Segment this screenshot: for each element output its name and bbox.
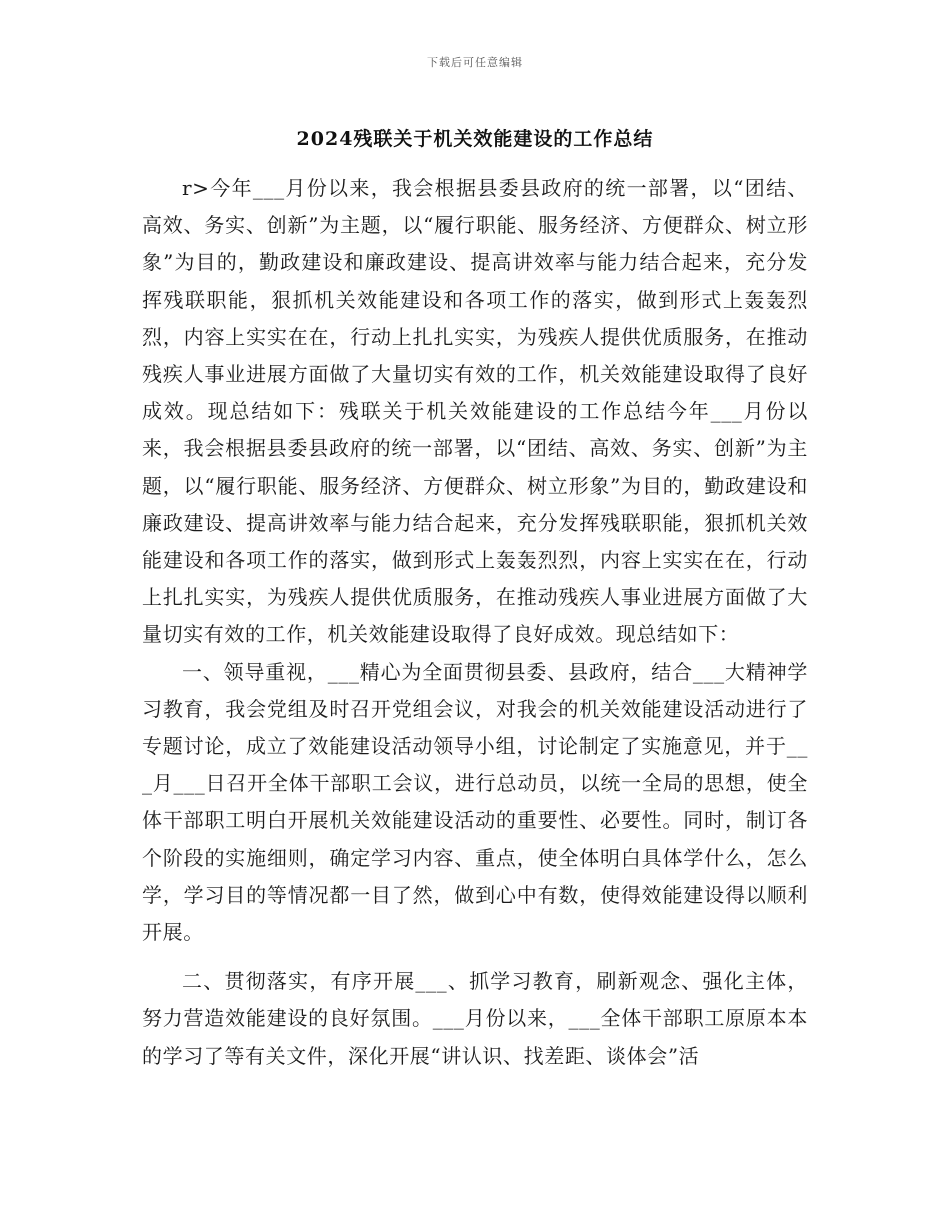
paragraph-section-1: 一、领导重视，___精心为全面贯彻县委、县政府，结合___大精神学习教育，我会党组及时召开党组会议，对我会的机关效能建设活动进行了专题讨论，成立了效能建设活动领导小组，讨论制定了实施意见，并于___月___日召开全体干部职工会议，进行总动员，以统一全局的思想，使全体干部职工明白开展机关效能建设活动的重要性、必要性。同时，制订各个阶段的实施细则，确定学习内容、重点，使全体明白具体学什么，怎么学，学习目的等情况都一目了然，做到心中有数，使得效能建设得以顺利开展。 bbox=[142, 659, 808, 945]
paragraph-section-2: 二、贯彻落实，有序开展___、抓学习教育，刷新观念、强化主体，努力营造效能建设的良好氛围。___月份以来，___全体干部职工原原本本的学习了等有关文件，深化开展“讲认识、找差距、谈体会”活 bbox=[142, 969, 808, 1068]
header-note: 下载后可任意编辑 bbox=[427, 56, 523, 69]
document-body bbox=[142, 170, 808, 1075]
document-title: 2024残联关于机关效能建设的工作总结 bbox=[296, 128, 654, 150]
paragraph-intro: r>今年___月份以来，我会根据县委县政府的统一部署，以“团结、高效、务实、创新”为主题，以“履行职能、服务经济、方便群众、树立形象”为目的，勤政建设和廉政建设、提高讲效率与能力结合起来，充分发挥残联职能，狠抓机关效能建设和各项工作的落实，做到形式上轰轰烈烈，内容上实实在在，行动上扎扎实实，为残疾人提供优质服务，在推动残疾人事业进展方面做了大量切实有效的工作，机关效能建设取得了良好成效。现总结如下：残联关于机关效能建设的工作总结今年___月份以来，我会根据县委县政府的统一部署，以“团结、高效、务实、创新”为主题，以“履行职能、服务经济、方便群众、树立形象”为目的，勤政建设和廉政建设、提高讲效率与能力结合起来，充分发挥残联职能，狠抓机关效能建设和各项工作的落实，做到形式上轰轰烈烈，内容上实实在在，行动上扎扎实实，为残疾人提供优质服务，在推动残疾人事业进展方面做了大量切实有效的工作，机关效能建设取得了良好成效。现总结如下： bbox=[142, 176, 808, 647]
